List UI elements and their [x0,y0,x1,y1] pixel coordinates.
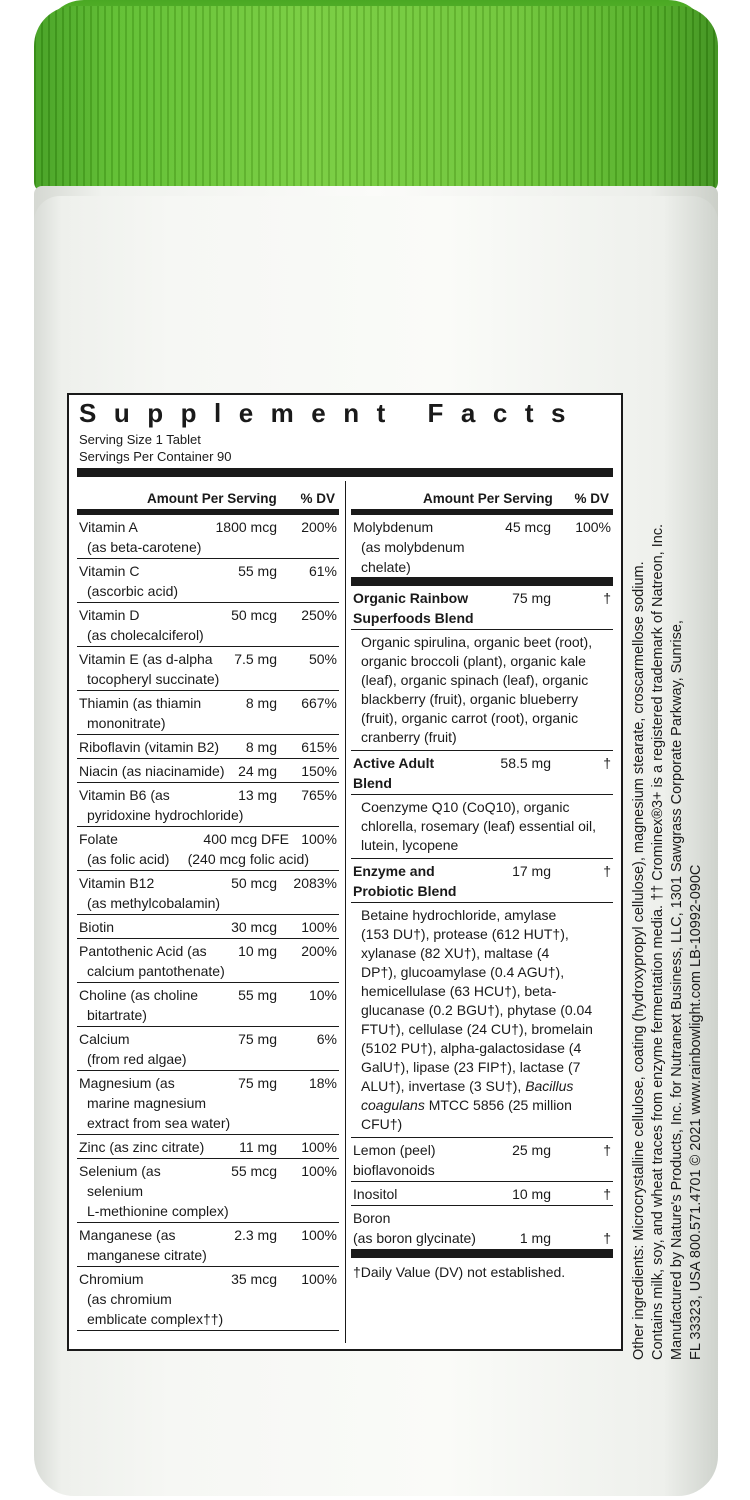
section-bar [351,1249,613,1258]
nutrient-row: Pantothenic Acid (as 10 mg 200% calcium pantothenate) [77,939,339,983]
inositol-row: Inositol 10 mg † [351,1182,613,1206]
column-divider [345,481,346,1343]
right-header [351,485,613,509]
manufacturer-info: Manufactured by Nature's Products, Inc. for Nutranext Business, LLC, 1301 Sawgrass Corporate Parkway, Sunrise, [669,620,685,1360]
address-contact: FL 33323, USA 800.571.4701 © 2021 www.rainbowlight.com LB-10992-090C [688,864,704,1360]
nutrient-row: Riboflavin (vitamin B2) 8 mg 615% [77,735,339,759]
nutrient-row: Zinc (as zinc citrate) 11 mg 100% [77,1135,339,1159]
molybdenum-row: Molybdenum 45 mcg 100% (as molybdenum chelate) [353,519,611,575]
side-label-text [630,400,706,1360]
enzyme-blend-row: Enzyme and 17 mg † Probiotic Blend [351,859,613,903]
boron-row: Boron 1 mg † (as boron glycinate) [353,1210,611,1246]
nutrient-row: Vitamin B6 (as 13 mg 765% pyridoxine hydrochloride) [77,783,339,827]
dv-header: % DV [574,491,609,506]
left-column [77,485,339,1331]
nutrient-row: Chromium 35 mcg 100% (as chromium emblicate complex††) [77,1267,339,1331]
active-adult-blend-ingredients: Coenzyme Q10 (CoQ10), organic chlorella, rosemary (leaf) essential oil, lutein, lycopene [351,795,613,859]
rainbow-blend-ingredients: Organic spirulina, organic beet (root), organic broccoli (plant), organic kale (leaf), organic spinach (leaf), organic blackberry (fruit), organic blueberry (fruit), organic carrot (root), organic cranberry (fruit) [351,630,613,751]
left-header [77,485,339,509]
nutrient-row: Folate 400 mcg DFE 100% (as folic acid) (240 mcg folic acid) [77,827,339,871]
other-ingredients: Other ingredients: Microcrystalline cellulose, coating (hydroxypropyl cellulose), magnesium stearate, croscarmellose sodium. [631,561,647,1360]
nutrient-row: Vitamin A 1800 mcg 200% (as beta-carotene) [77,515,339,559]
supplement-facts-panel [67,393,623,1351]
nutrient-row: Biotin 30 mcg 100% [77,915,339,939]
section-bar [351,577,613,586]
panel-title: Supplement Facts [79,398,583,428]
nutrient-row: Vitamin D 50 mcg 250% (as cholecalciferol) [77,603,339,647]
nutrient-row: Choline (as choline 55 mg 10% bitartrate) [77,983,339,1027]
nutrient-row: Selenium (as 55 mcg 100% selenium L-methionine complex) [77,1159,339,1223]
dv-footnote: †Daily Value (DV) not established. [353,1264,566,1280]
nutrient-row: Niacin (as niacinamide) 24 mg 150% [77,759,339,783]
servings-per-container: Servings Per Container 90 [79,449,232,464]
nutrient-row: Vitamin C 55 mg 61% (ascorbic acid) [77,559,339,603]
rainbow-blend-row: Organic Rainbow 75 mg † Superfoods Blend [351,586,613,630]
bottle-cap [34,6,718,192]
nutrient-row: Vitamin B12 50 mcg 2083% (as methylcobalamin) [77,871,339,915]
dv-header: % DV [300,491,335,506]
amount-header: Amount Per Serving [423,491,553,506]
nutrient-row: Manganese (as 2.3 mg 100% manganese citrate) [77,1223,339,1267]
enzyme-blend-ingredients: Betaine hydrochloride, amylase (153 DU†), protease (612 HUT†), xylanase (82 XU†), maltase (4 DP†), glucoamylase (0.4 AGU†), hemicellulase (63 HCU†), beta- glucanase (0.2 BGU†), phytase (0.04 FTU†), cellulase (24 CU†), bromelain (5102 PU†), alpha-galactosidase (4 GalU†), lipase (23 FIP†), lactase (7 ALU†), invertase (3 SU†), Bacillus coagulans MTCC 5856 (25 million CFU†) [351,903,613,1138]
serving-size: Serving Size 1 Tablet [79,432,201,447]
allergen-statement: Contains milk, soy, and wheat traces from enzyme fermentation media. †† Crominex®3+ is a registered trademark of Natreon, Inc. [650,523,666,1360]
lemon-bioflavonoids-row: Lemon (peel) 25 mg † bioflavonoids [351,1138,613,1182]
nutrient-row: Magnesium (as 75 mg 18% marine magnesium extract from sea water) [77,1071,339,1135]
top-divider [77,468,613,477]
nutrient-row: Vitamin E (as d-alpha 7.5 mg 50% tocopheryl succinate) [77,647,339,691]
active-adult-blend-row: Active Adult 58.5 mg † Blend [351,751,613,795]
nutrient-row: Calcium 75 mg 6% (from red algae) [77,1027,339,1071]
amount-header: Amount Per Serving [147,491,277,506]
right-column [351,485,613,1286]
nutrient-row: Thiamin (as thiamin 8 mg 667% mononitrate) [77,691,339,735]
